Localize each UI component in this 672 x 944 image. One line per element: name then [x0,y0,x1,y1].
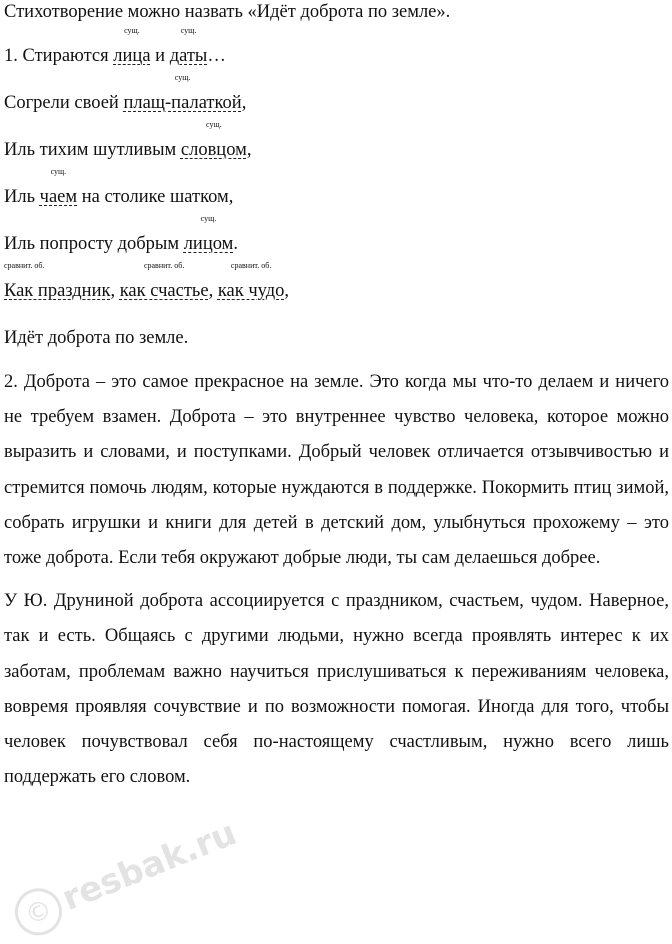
marked-word [180,120,247,161]
part-of-speech-tag: сущ. [206,120,222,129]
marked-word [123,73,242,114]
marked-word [183,214,234,255]
marked-word-text: Как праздник [4,281,111,301]
poem-text: Иль [4,187,40,207]
comparison-tag: сравнит. об. [230,261,272,270]
marked-comparison [4,261,111,302]
poem-text: , [208,281,218,301]
comparison-tag: сравнит. об. [143,261,185,270]
watermark-logo [0,800,243,940]
marked-word-text: лицом [183,234,234,254]
poem-line-2 [4,73,669,114]
marked-word-text: лица [113,46,151,66]
marked-word [39,167,78,208]
svg-text:©: © [21,893,57,932]
poem-line-3 [4,120,669,161]
part-of-speech-tag: сущ. [200,214,217,223]
paragraph-2: 2. Доброта – это самое прекрасное на земле. Это когда мы что-то делаем и ничего не требуем взамен. Доброта – это внутреннее чувство человека, которое можно выразить и словами, и поступками. Добрый человек отличается отзывчивостью и стремится помочь людям, которые нуждаются в поддержке. Покормить птиц зимой, собрать игрушки и книги для детей в детский дом, улыбнуться прохожему – это тоже доброта. Если тебя окружают добрые люди, ты сам делаешься добрее. [4,372,669,569]
poem-line-1 [4,26,669,67]
comparison-tag: сравнит. об. [4,261,45,270]
marked-word [113,26,151,67]
poem-text: 1. Стираются [4,46,114,66]
marked-word [169,26,208,67]
poem-text: Согрели своей [4,93,124,113]
marked-word-text: как счастье [119,281,209,301]
poem-line-4 [4,167,669,208]
part-of-speech-tag: сущ. [174,73,191,82]
poem-line-6 [4,261,669,302]
marked-word-text: словцом [180,140,247,160]
poem-text: . [233,234,238,254]
poem-block [4,26,669,349]
poem-text: и [150,46,170,66]
marked-word-text: плащ-палаткой [123,93,242,113]
poem-text: , [241,93,247,113]
poem-text: , [246,140,252,160]
marked-comparison [217,261,285,302]
poem-line-7: Идёт доброта по земле. [4,328,189,348]
watermark-text: resbak.ru [56,813,243,919]
intro-sentence: Стихотворение можно назвать «Идёт доброта по земле». [4,2,451,22]
part-of-speech-tag: сущ. [124,26,140,35]
poem-text: , [284,281,290,301]
marked-comparison [119,261,209,302]
poem-text: Иль попросту добрым [4,234,184,254]
poem-text: , [110,281,120,301]
poem-text: Иль тихим шутливым [4,140,181,160]
part-of-speech-tag: сущ. [50,167,67,176]
marked-word-text: даты [169,46,208,66]
poem-line-5 [4,214,669,255]
part-of-speech-tag: сущ. [180,26,197,35]
paragraph-3: У Ю. Друниной доброта ассоциируется с праздником, счастьем, чудом. Наверное, так и есть. Общаясь с другими людьми, нужно всегда проявлять интерес к их заботам, проблемам важно научиться прислушиваться к переживаниям человека, вовремя проявляя сочувствие и по возможности помогая. Иногда для того, чтобы человек почувствовал себя по-настоящему счастливым, нужно всего лишь поддержать его словом. [4,591,669,788]
marked-word-text: как чудо [217,281,285,301]
poem-text: … [207,46,226,66]
marked-word-text: чаем [39,187,78,207]
poem-text: на столике шатком, [77,187,234,207]
